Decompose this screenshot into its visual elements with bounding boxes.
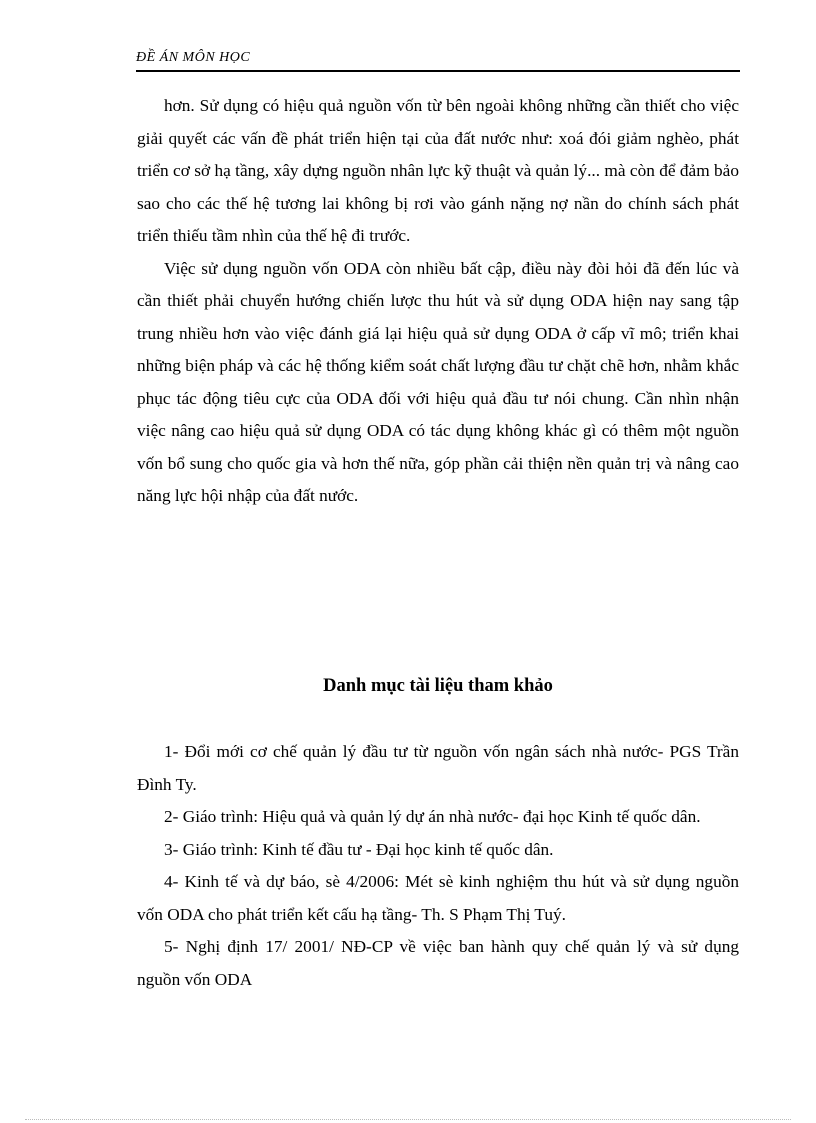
reference-item: 4- Kinh tế và dự báo, sè 4/2006: Mét sè kinh nghiệm thu hút và sử dụng nguồn vốn ODA cho phát triển kết cấu hạ tầng- Th. S Phạm Thị Tuý. <box>137 872 739 924</box>
body-paragraph: hơn. Sử dụng có hiệu quả nguồn vốn từ bên ngoài không những cần thiết cho việc giải quyết các vấn đề phát triển hiện tại của đất nước như: xoá đói giảm nghèo, phát triển cơ sở hạ tầng, xây dựng nguồn nhân lực kỹ thuật và quản lý... mà còn để đảm bảo sao cho các thế hệ tương lai không bị rơi vào gánh nặng nợ nần do chính sách phát triển thiếu tầm nhìn của thế hệ đi trước. <box>137 96 739 245</box>
page-header-title: ĐỀ ÁN MÔN HỌC <box>136 50 251 65</box>
references-list <box>137 736 739 996</box>
page-header <box>136 50 740 72</box>
reference-item: 1- Đổi mới cơ chế quản lý đầu tư từ nguồn vốn ngân sách nhà nước- PGS Trần Đình Ty. <box>137 742 739 794</box>
reference-item: 5- Nghị định 17/ 2001/ NĐ-CP về việc ban hành quy chế quản lý và sử dụng nguồn vốn ODA <box>137 937 739 989</box>
body-paragraph: Việc sử dụng nguồn vốn ODA còn nhiều bất cập, điều này đòi hỏi đã đến lúc và cần thiết phải chuyển hướng chiến lược thu hút và sử dụng ODA hiện nay sang tập trung nhiều hơn vào việc đánh giá lại hiệu quả sử dụng ODA ở cấp vĩ mô; triển khai những biện pháp và các hệ thống kiểm soát chất lượng đầu tư chặt chẽ hơn, nhằm khắc phục tác động tiêu cực của ODA đối với hiệu quả đầu tư nói chung. Cần nhìn nhận việc nâng cao hiệu quả sử dụng ODA có tác dụng không khác gì có thêm một nguồn vốn bổ sung cho quốc gia và hơn thế nữa, góp phần cải thiện nền quản trị và nâng cao năng lực hội nhập của đất nước. <box>137 258 739 505</box>
references-title: Danh mục tài liệu tham khảo <box>323 676 553 696</box>
reference-item: 2- Giáo trình: Hiệu quả và quản lý dự án nhà nước- đại học Kinh tế quốc dân. <box>164 807 701 826</box>
reference-item: 3- Giáo trình: Kinh tế đầu tư - Đại học kinh tế quốc dân. <box>164 839 554 859</box>
footer-divider <box>25 1119 791 1120</box>
body-text <box>137 90 739 513</box>
